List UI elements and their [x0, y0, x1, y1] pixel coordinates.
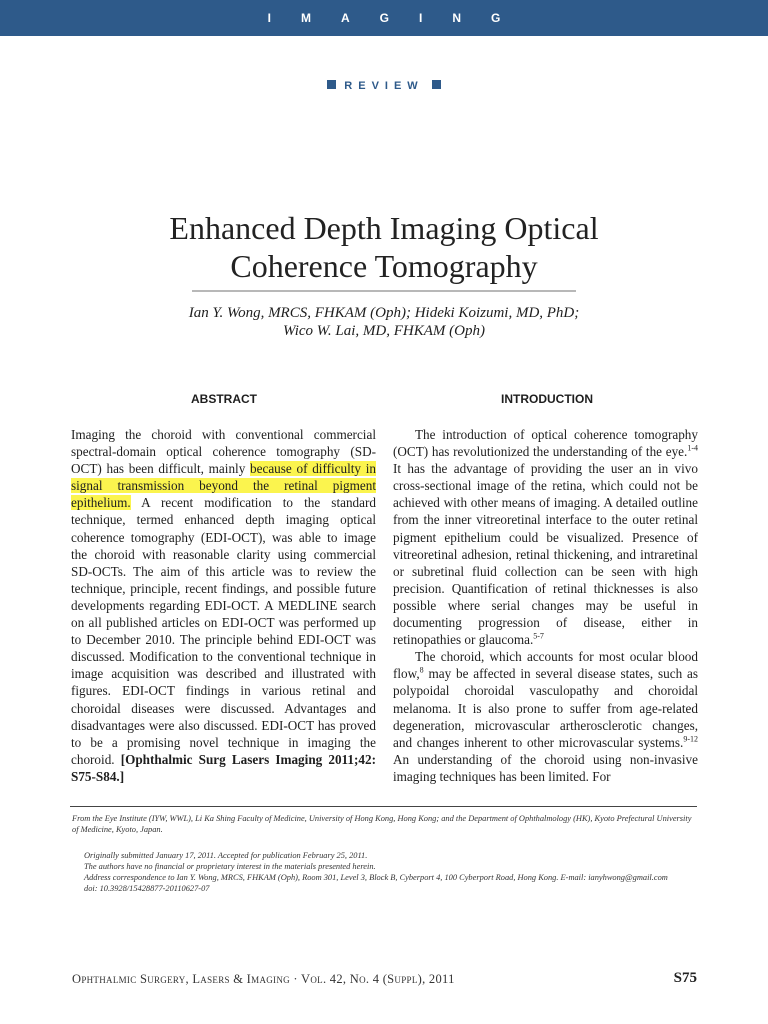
reference-superscript: 8: [419, 665, 424, 675]
review-label: [0, 80, 768, 92]
submission-dates: Originally submitted January 17, 2011. Accepted for publication February 25, 2011.: [84, 851, 368, 860]
introduction-heading: INTRODUCTION: [501, 392, 593, 406]
intro-text: The choroid, which accounts for most ocular blood flow,: [393, 649, 698, 682]
citation: [Ophthalmic Surg Lasers Imaging 2011;42: S75-S84.]: [71, 751, 376, 784]
reference-superscript: 9-12: [683, 734, 698, 744]
disclosure-note: The authors have no financial or proprietary interest in the materials presented herein.: [84, 862, 376, 871]
affiliation-footnote: From the Eye Institute (IYW, WWL), Li Ka Shing Faculty of Medicine, University of Hong Kong, Hong Kong; and the Department of Ophthalmology (HK), Kyoto Prefectural University of Medicine, Kyoto, Japan.: [72, 814, 692, 834]
intro-text: The introduction of optical coherence tomography (OCT) has revolutionized the understanding of the eye.: [393, 427, 698, 460]
section-header-bar: [0, 0, 768, 36]
abstract-heading: ABSTRACT: [191, 392, 257, 406]
intro-paragraph-2: [393, 648, 698, 785]
review-text: REVIEW: [344, 80, 424, 92]
section-label: IMAGING: [267, 11, 531, 25]
footnote-divider: [70, 806, 697, 807]
title-line-1: Enhanced Depth Imaging Optical: [169, 210, 599, 246]
intro-text: may be affected in several disease states, such as polypoidal choroidal vasculopathy and choroidal melanoma. It is also prone to suffer from age-related degeneration, microvascular artherosclerotic changes, and changes inherent to other microvascular systems.: [393, 666, 698, 750]
introduction-body: [393, 426, 698, 785]
title-divider: [192, 290, 576, 292]
abstract-body: [71, 426, 376, 785]
reference-superscript: 1-4: [687, 443, 698, 453]
page-number: S75: [673, 970, 697, 986]
reference-superscript: 5-7: [533, 631, 544, 641]
authors-line-1: Ian Y. Wong, MRCS, FHKAM (Oph); Hideki Koizumi, MD, PhD;: [188, 305, 580, 321]
page-footer: [72, 972, 697, 992]
title-line-2: Coherence Tomography: [230, 248, 538, 284]
abstract-text: Imaging the choroid with conventional commercial spectral-domain optical coherence tomography (SD-OCT) has been difficult, mainly: [71, 427, 376, 477]
footnote-block: [84, 850, 696, 894]
square-bullet-icon: [432, 80, 441, 89]
abstract-text-continued: A recent modification to the standard technique, termed enhanced depth imaging optical coherence tomography (EDI-OCT), was able to image the choroid with reasonable clarity using commercial SD-OCTs. The aim of this article was to review the technique, principle, recent findings, and possible future developments regarding EDI-OCT. A MEDLINE search on all published articles on EDI-OCT was performed up to December 2010. The principle behind EDI-OCT was discussed. Modification to the conventional technique in image acquisition was described and illustrated with figures. EDI-OCT findings in various retinal and choroidal diseases were discussed. Advantages and disadvantages were also discussed. EDI-OCT has proved to be a promising novel technique in imaging the choroid.: [71, 495, 376, 767]
journal-info: Ophthalmic Surgery, Lasers & Imaging · Vol. 42, No. 4 (Suppl), 2011: [72, 972, 455, 986]
authors-line-2: Wico W. Lai, MD, FHKAM (Oph): [283, 323, 485, 339]
intro-text: It has the advantage of providing the user an in vivo cross-sectional image of the retina, which could not be achieved with other means of imaging. A detailed outline from the inner vitreoretinal interface to the outer retinal pigment epithelium could be visualized. Presence of vitreoretinal adhesion, retinal thickening, and intraretinal or subretinal fluid collection can be seen with high precision. Quantification of retinal thicknesses is also possible where serial changes may be useful in documenting progression of disease, either in retinopathies or glaucoma.: [393, 461, 698, 648]
square-bullet-icon: [327, 80, 336, 89]
article-title: [0, 209, 768, 285]
intro-text: An understanding of the choroid using non-invasive imaging techniques has been limited. For: [393, 751, 698, 784]
abstract-paragraph: [71, 426, 376, 785]
highlighted-text: because of difficulty in signal transmission beyond the retinal pigment epithelium.: [71, 461, 377, 511]
correspondence-note: Address correspondence to Ian Y. Wong, MRCS, FHKAM (Oph), Room 301, Level 3, Block B, Cyberport 4, 100 Cyberport Road, Hong Kong. E-mail: ianyhwong@gmail.com: [84, 873, 668, 882]
author-list: [0, 304, 768, 340]
doi: doi: 10.3928/15428877-20110627-07: [84, 884, 210, 893]
intro-paragraph-1: [393, 426, 698, 648]
